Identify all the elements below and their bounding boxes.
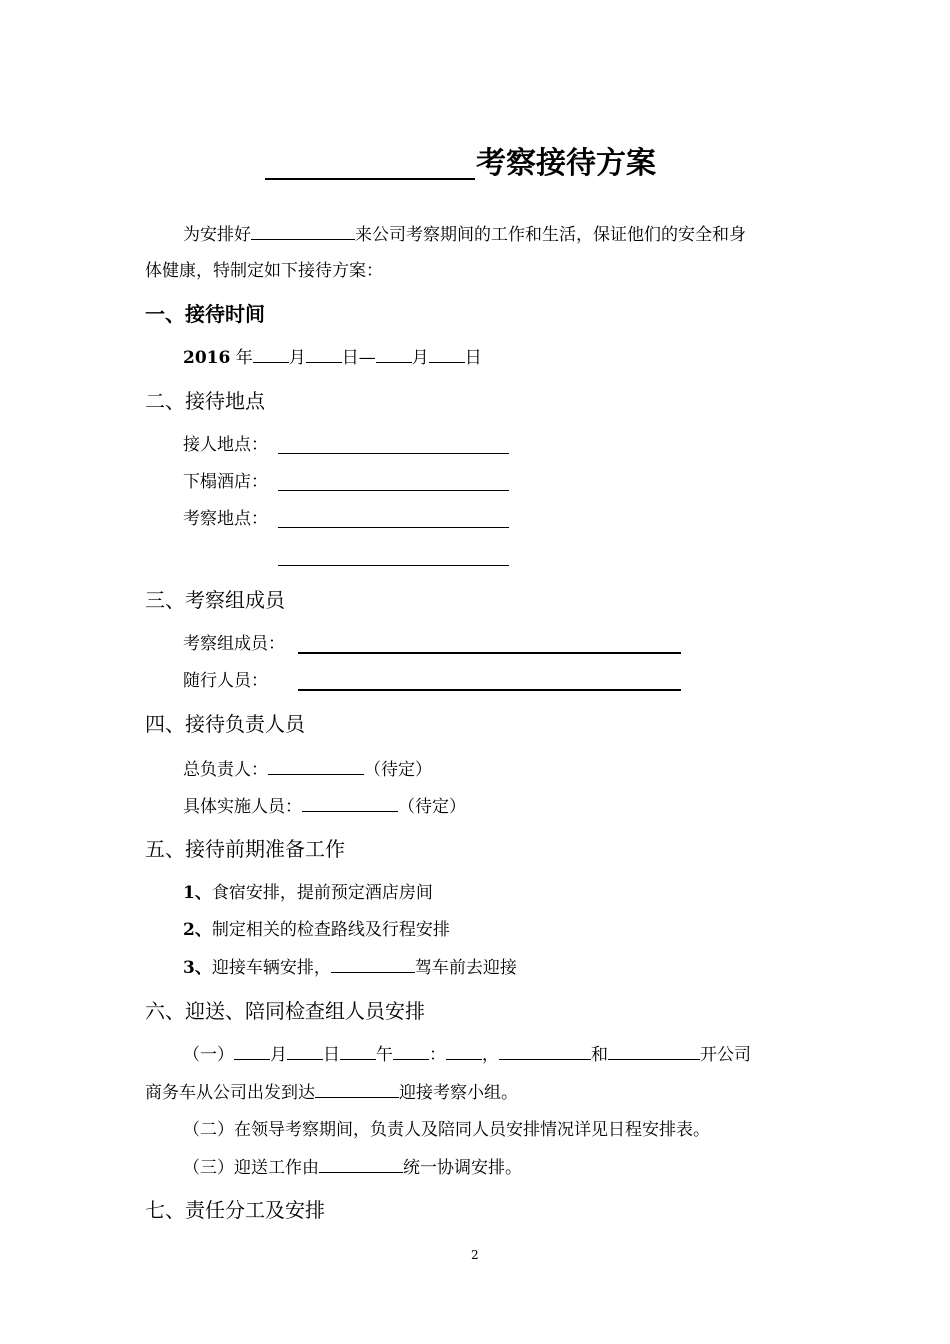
prep-item-1 [183,882,433,904]
prep-item-3-text-a: 迎接车辆安排， [211,958,331,978]
page-number: 2 [471,1248,479,1262]
prep-item-1-text: 食宿安排，提前预定酒店房间 [211,883,433,903]
inspect-blank[interactable] [278,527,509,528]
section-7-heading: 七、责任分工及安排 [145,1198,325,1222]
section-6-heading: 六、迎送、陪同检查组人员安排 [145,999,425,1023]
day2-unit: 日 [464,348,482,368]
escort-p1-open: （一） [183,1045,234,1065]
escort-p3-a: （三）迎送工作由 [183,1158,319,1178]
impl-blank[interactable] [302,795,398,812]
section-4-heading: 四、接待负责人员 [145,712,305,736]
section-2-heading: 二、接待地点 [145,389,265,413]
intro-line-2: 体健康，特制定如下接待方案： [145,261,383,281]
prep-item-3 [183,956,517,979]
impl-line [183,795,466,818]
group-label: 考察组成员： [183,634,285,654]
driver-blank[interactable] [331,956,415,973]
title-blank [265,178,475,180]
prep-item-2 [183,919,450,941]
escort-day: 日 [323,1045,340,1065]
inspect-label: 考察地点： [183,509,268,529]
escort-noon-blank[interactable] [340,1043,376,1060]
hotel-blank[interactable] [278,490,509,491]
escort-p1-line2 [145,1081,518,1104]
day-unit: 日— [341,348,376,368]
chief-line [183,758,432,781]
chief-blank[interactable] [268,758,364,775]
visitor-blank[interactable] [251,223,355,240]
escort-person2-blank[interactable] [608,1043,700,1060]
escort-and: 和 [591,1045,608,1065]
hotel-label: 下榻酒店： [183,472,268,492]
year-value: 2016 [183,348,231,368]
month-unit: 月 [288,348,306,368]
group-blank[interactable] [298,652,681,654]
section-3-heading: 三、考察组成员 [145,588,285,612]
escort-p1-line1 [183,1043,751,1066]
escort-destination-blank[interactable] [315,1081,399,1098]
prep-item-2-text: 制定相关的检查路线及行程安排 [211,920,450,940]
escort-line2-a: 商务车从公司出发到达 [145,1083,315,1103]
escort-comma: ， [482,1045,499,1065]
prep-item-1-num: 1、 [183,883,212,903]
escort-line2-b: 迎接考察小组。 [399,1083,518,1103]
escort-person1-blank[interactable] [499,1043,591,1060]
year-unit: 年 [235,348,253,368]
inspect-blank-2[interactable] [278,565,509,566]
chief-label: 总负责人： [183,760,268,780]
escort-noon: 午 [376,1045,393,1065]
month2-unit: 月 [411,348,429,368]
impl-note: （待定） [398,797,466,817]
escort-p3 [183,1156,522,1179]
page-title: 考察接待方案 [476,146,656,181]
prep-item-2-num: 2、 [183,920,212,940]
time-line [183,346,482,369]
escort-month: 月 [270,1045,287,1065]
escort-p3-b: 统一协调安排。 [403,1158,522,1178]
chief-note: （待定） [364,760,432,780]
intro-suffix: 来公司考察期间的工作和生活，保证他们的安全和身 [355,225,746,245]
escort-p2: （二）在领导考察期间，负责人及陪同人员安排情况详见日程安排表。 [183,1120,710,1140]
escort-minute-blank[interactable] [446,1043,482,1060]
pickup-blank[interactable] [278,453,509,454]
day-blank[interactable] [306,346,342,363]
section-1-heading: 一、接待时间 [145,302,265,326]
escort-colon: ： [429,1045,446,1065]
section-5-heading: 五、接待前期准备工作 [145,837,345,861]
month-blank[interactable] [253,346,289,363]
month2-blank[interactable] [376,346,412,363]
escort-end: 开公司 [700,1045,751,1065]
intro-line-1 [183,223,746,246]
day2-blank[interactable] [429,346,465,363]
intro-prefix: 为安排好 [183,225,251,245]
escort-day-blank[interactable] [287,1043,323,1060]
prep-item-3-text-b: 驾车前去迎接 [414,958,517,978]
coordinator-blank[interactable] [319,1156,403,1173]
prep-item-3-num: 3、 [183,958,212,978]
accompany-blank[interactable] [298,689,681,691]
accompany-label: 随行人员： [183,671,268,691]
escort-month-blank[interactable] [234,1043,270,1060]
pickup-label: 接人地点： [183,435,268,455]
impl-label: 具体实施人员： [183,797,302,817]
escort-hour-blank[interactable] [393,1043,429,1060]
